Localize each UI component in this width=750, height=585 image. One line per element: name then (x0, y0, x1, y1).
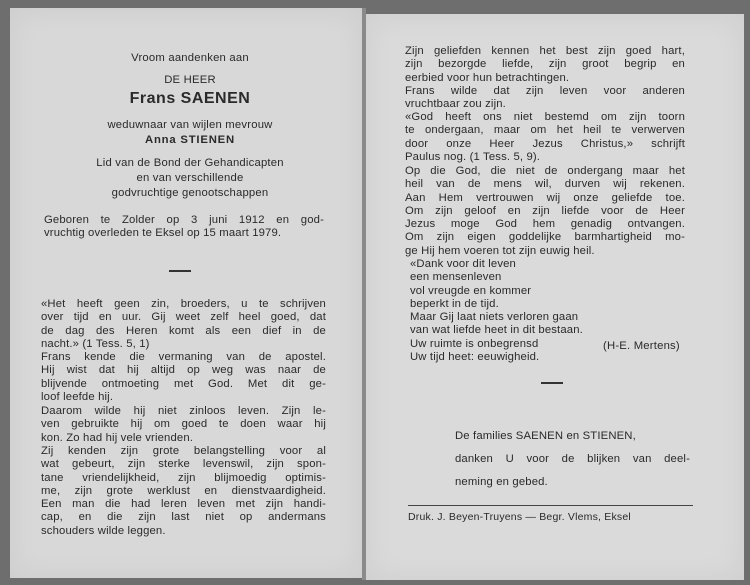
right-paragraph-1: Zijn geliefden kennen het best zijn goed hart, zijn bezorgde liefde, zijn groot begrip en eerbied voor hun betrachtingen. (405, 45, 685, 84)
footer-rule (408, 505, 693, 506)
spouse-name: Anna STIENEN (145, 134, 235, 146)
header-line-2: DE HEER (164, 74, 216, 86)
printer-credit: Druk. J. Beyen-Truyens — Begr. Vlems, Eksel (408, 511, 631, 523)
header-line-1: Vroom aandenken aan (131, 52, 249, 64)
birth-death-text: Geboren te Zolder op 3 juni 1912 en god- vruchtig overleden te Eksel op 15 maart 1979. (44, 214, 324, 240)
family-thanks: De families SAENEN en STIENEN, danken U voor de blijken van deel- neming en gebed. (455, 430, 690, 488)
right-paragraph-4: Op die God, die niet de ondergang maar het heil van de mens wil, durven wij rekenen. Aan Hem vertrouwen wij onze geliefde toe. Om zijn geloof en zijn liefde voor de Heer Jezus moge God hem genadig ontvangen. Om zijn eigen goddelijke barmhartigheid mo- ge Hij hem voeren tot zijn euwig heil. (405, 165, 685, 257)
header-line-8: godvruchtige genootschappen (111, 187, 269, 199)
header-line-7: en van verschillende (136, 172, 244, 184)
right-paragraph-2: Frans wilde dat zijn leven voor anderen vruchtbaar zou zijn. (405, 85, 685, 111)
header-line-6: Lid van de Bond der Gehandicapten (96, 157, 284, 169)
header-line-4: weduwnaar van wijlen mevrouw (107, 119, 273, 131)
left-paragraph-1: «Het heeft geen zin, broeders, u te schrijven over tijd en uur. Gij weet zelf heel goed, dat de dag des Heren komt als een dief in de nacht.» (1 Tess. 5, 1) (41, 298, 326, 350)
poem: «Dank voor dit leven een mensenleven vol vreugde en kommer beperkt in de tijd. Maar Gij laat niets verloren gaan van wat liefde heet in dit bestaan. Uw ruimte is onbegrensd Uw tijd heet: eeuwigheid. (410, 258, 583, 364)
separator-dash-right (541, 382, 563, 384)
deceased-name: Frans SAENEN (129, 90, 251, 107)
left-paragraph-2: Frans kende die vermaning van de apostel. Hij wist dat hij altijd op weg was naar de blijvende ontmoeting met God. Met dit ge- loof leefde hij. (41, 351, 326, 403)
left-paragraph-3: Daarom wilde hij niet zinloos leven. Zijn le- ven gebruikte hij om goed te doen waar hij kon. Zo had hij vele vrienden. (41, 405, 326, 444)
separator-dash-left (169, 270, 191, 272)
right-paragraph-3: «God heeft ons niet bestemd om zijn toorn te ondergaan, maar om het heil te verwerven door onze Heer Jezus Christus,» schrijft Paulus nog. (1 Tess. 5, 9). (405, 111, 685, 163)
poem-author: (H-E. Mertens) (603, 340, 680, 352)
left-paragraph-4: Zij kenden zijn grote belangstelling voor al wat gebeurt, zijn sterke levenswil, zijn spon- tane vriendelijkheid, zijn blijmoedig optimis- me, zijn grote werklust en dienstvaardigheid. Een man die had leren leven met zijn handi- cap, en die zijn last niet op andermans schouders wilde leggen. (41, 445, 326, 537)
